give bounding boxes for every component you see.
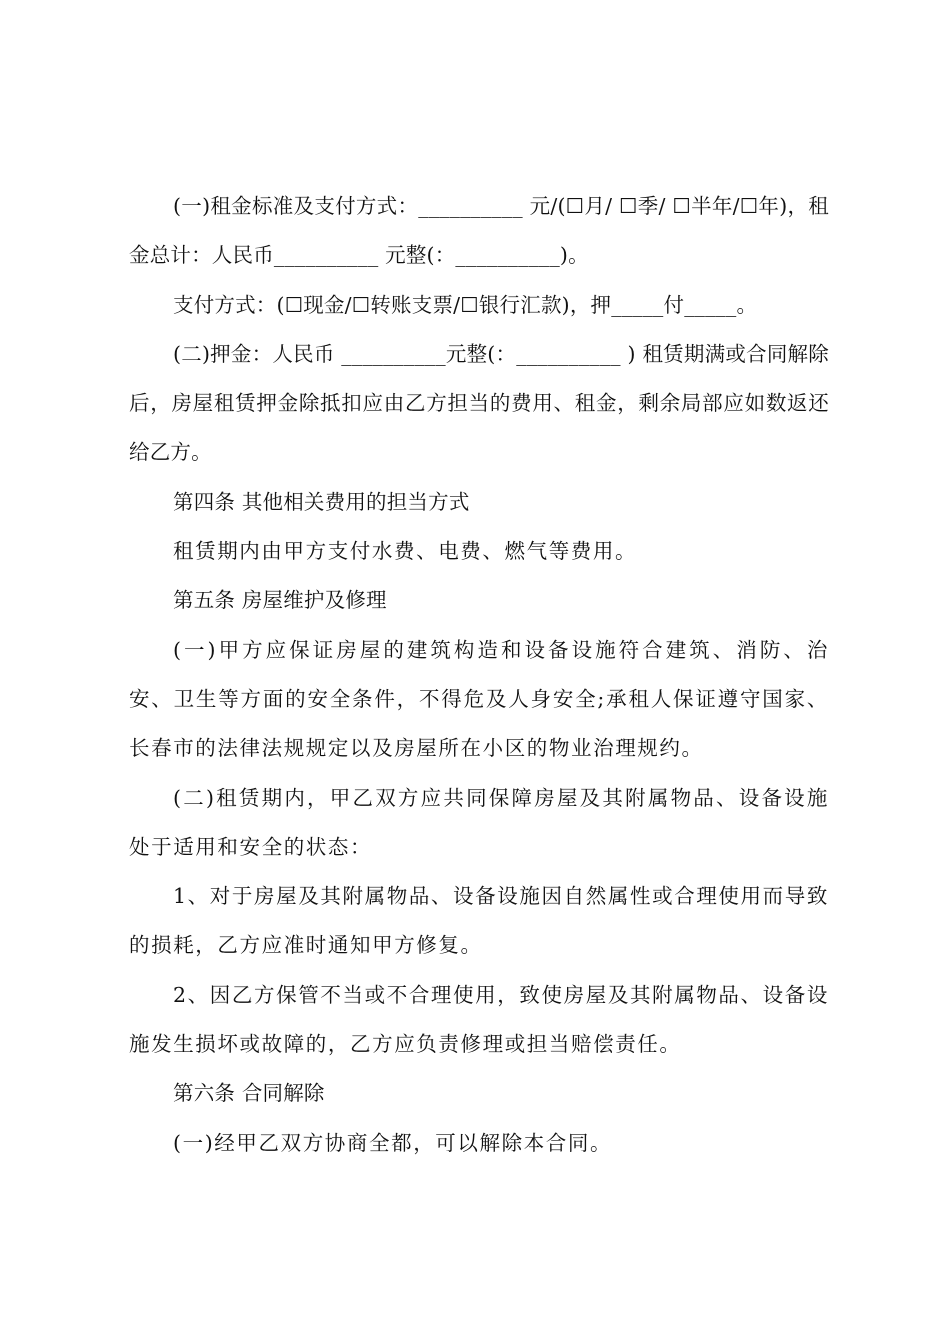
paragraph-rent-standard: (一)租金标准及支付方式：__________ 元/(☐月/ ☐季/ ☐半年/☐年)，租金总计：人民币__________ 元整(：__________)。 — [129, 194, 829, 268]
paragraph-utility-fees: 租赁期内由甲方支付水费、电费、燃气等费用。 — [173, 539, 638, 564]
document-body — [129, 182, 829, 1168]
paragraph-damage-liability: 2、因乙方保管不当或不合理使用，致使房屋及其附属物品、设备设施发生损坏或故障的，乙方应负责修理或担当赔偿责任。 — [129, 982, 829, 1057]
article-four-heading: 第四条 其他相关费用的担当方式 — [173, 489, 470, 514]
paragraph-joint-maintenance: (二)租赁期内，甲乙双方应共同保障房屋及其附属物品、设备设施处于适用和安全的状态： — [129, 785, 829, 859]
paragraph-deposit: (二)押金：人民币 __________元整(：__________ ) 租赁期满或合同解除后，房屋租赁押金除抵扣应由乙方担当的费用、租金，剩余局部应如数返还给乙方。 — [129, 341, 829, 465]
article-five-heading: 第五条 房屋维护及修理 — [173, 588, 387, 613]
paragraph-natural-wear: 1、对于房屋及其附属物品、设备设施因自然属性或合理使用而导致的损耗，乙方应准时通知甲方修复。 — [129, 884, 829, 958]
article-six-heading: 第六条 合同解除 — [173, 1081, 325, 1106]
paragraph-payment-method: 支付方式：(☐现金/☐转账支票/☐银行汇款)，押_____付_____。 — [173, 292, 758, 317]
paragraph-safety-obligations: (一)甲方应保证房屋的建筑构造和设备设施符合建筑、消防、治安、卫生等方面的安全条件，不得危及人身安全;承租人保证遵守国家、长春市的法律法规规定以及房屋所在小区的物业治理规约。 — [129, 637, 829, 761]
paragraph-mutual-termination: (一)经甲乙双方协商全都，可以解除本合同。 — [173, 1130, 613, 1155]
